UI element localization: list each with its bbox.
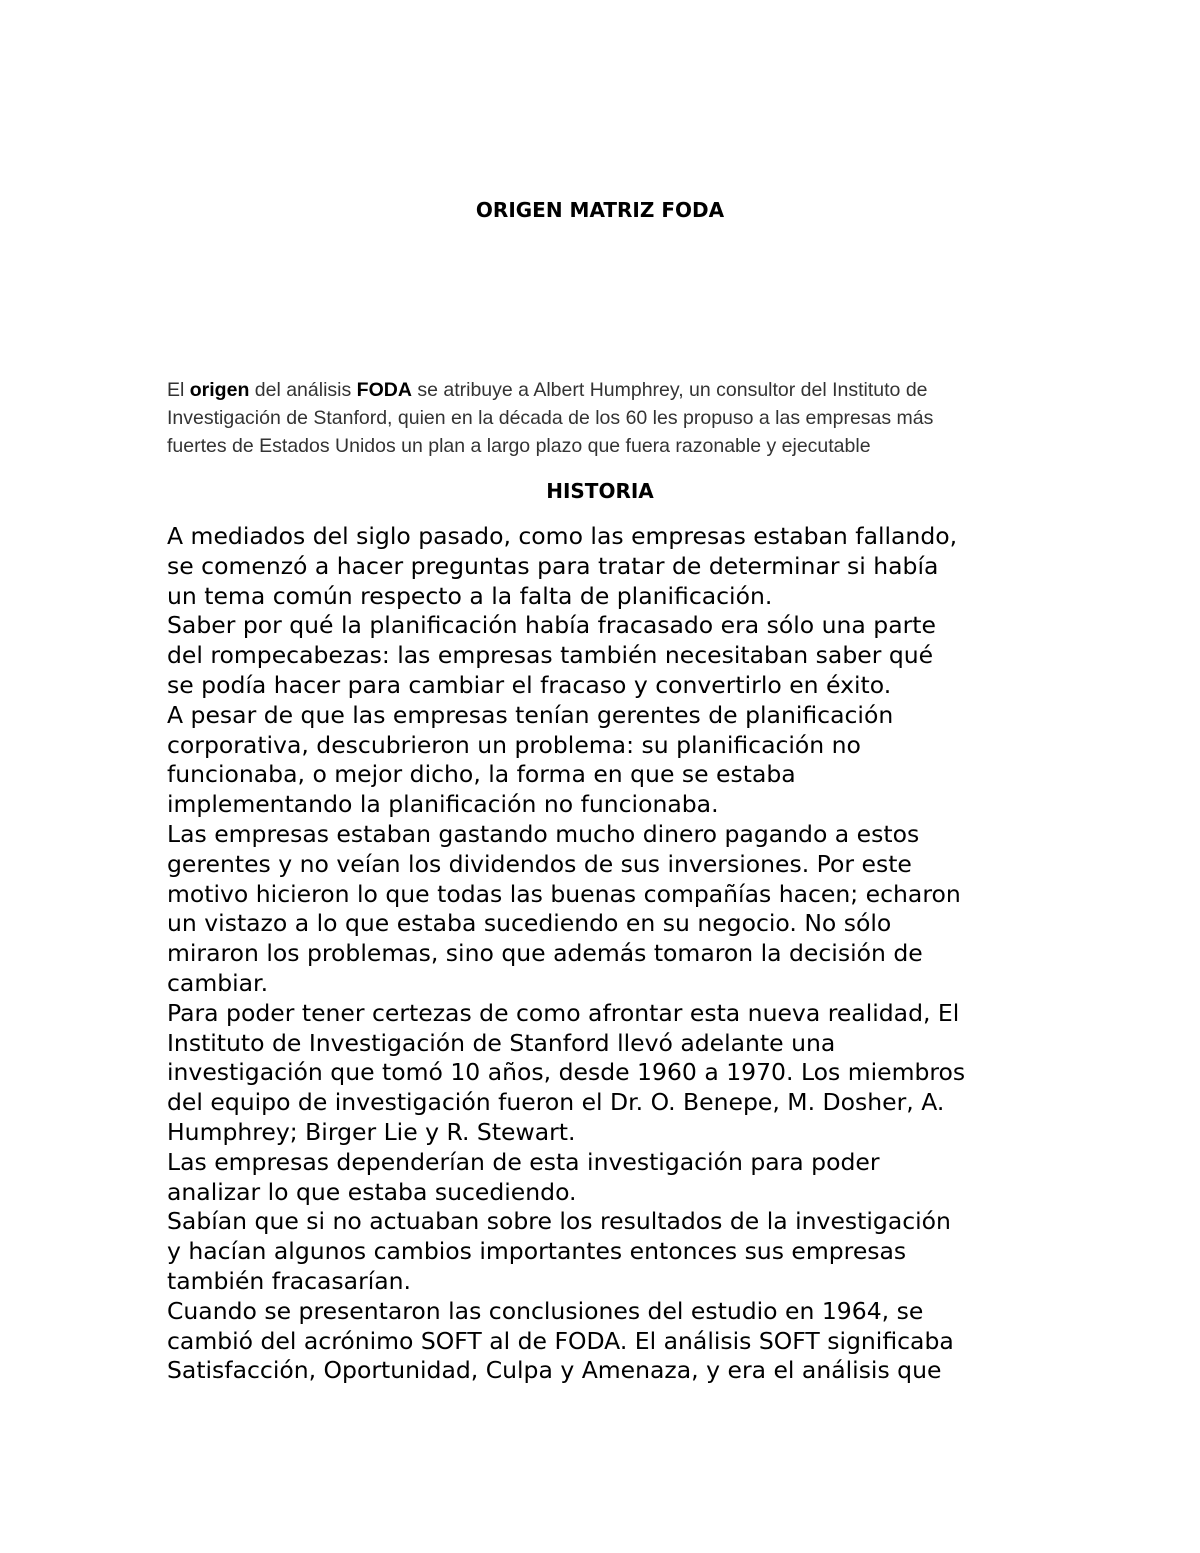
section-heading-historia: HISTORIA bbox=[546, 479, 654, 503]
history-text-line: analizar lo que estaba sucediendo. bbox=[167, 1177, 577, 1206]
history-text-line: Para poder tener certezas de como afrontar esta nueva realidad, El bbox=[167, 998, 960, 1027]
history-text-line: implementando la planificación no funcionaba. bbox=[167, 790, 719, 819]
document-title: ORIGEN MATRIZ FODA bbox=[475, 198, 725, 222]
history-text-line: Satisfacción, Oportunidad, Culpa y Amenaza, y era el análisis que bbox=[167, 1356, 942, 1385]
history-text-line: Saber por qué la planificación había fracasado era sólo una parte bbox=[167, 611, 936, 640]
history-text-line: cambiar. bbox=[167, 968, 269, 997]
history-text-line: del equipo de investigación fueron el Dr. O. Benepe, M. Dosher, A. bbox=[167, 1088, 945, 1117]
history-text-line: Instituto de Investigación de Stanford llevó adelante una bbox=[167, 1028, 836, 1057]
intro-prefix: El bbox=[167, 379, 190, 401]
intro-line3: fuertes de Estados Unidos un plan a largo plazo que fuera razonable y ejecutable bbox=[167, 435, 871, 457]
history-text-line: miraron los problemas, sino que además tomaron la decisión de bbox=[167, 939, 923, 968]
history-text-line: investigación que tomó 10 años, desde 1960 a 1970. Los miembros bbox=[167, 1058, 966, 1087]
history-text-line: se comenzó a hacer preguntas para tratar de determinar si había bbox=[167, 551, 939, 580]
history-text-line: del rompecabezas: las empresas también necesitaban saber qué bbox=[167, 641, 934, 670]
intro-line1-rest: se atribuye a Albert Humphrey, un consultor del Instituto de bbox=[411, 379, 928, 401]
history-text-line: A mediados del siglo pasado, como las empresas estaban fallando, bbox=[167, 522, 958, 550]
history-text-line: corporativa, descubrieron un problema: su planificación no bbox=[167, 730, 861, 759]
history-text-line: Las empresas dependerían de esta investigación para poder bbox=[167, 1147, 880, 1176]
intro-line2: Investigación de Stanford, quien en la década de los 60 les propuso a las empresas más bbox=[167, 407, 934, 429]
history-text-line: Humphrey; Birger Lie y R. Stewart. bbox=[167, 1117, 576, 1146]
history-text-line: un vistazo a lo que estaba sucediendo en su negocio. No sólo bbox=[167, 909, 892, 938]
history-text-line: Cuando se presentaron las conclusiones del estudio en 1964, se bbox=[167, 1296, 924, 1325]
intro-bold-origen: origen bbox=[189, 379, 250, 401]
history-text-line: Sabían que si no actuaban sobre los resultados de la investigación bbox=[167, 1207, 951, 1236]
intro-middle: del análisis bbox=[249, 379, 357, 401]
history-text-line: cambió del acrónimo SOFT al de FODA. El análisis SOFT significaba bbox=[167, 1326, 954, 1355]
intro-bold-foda: FODA bbox=[356, 379, 412, 401]
intro-paragraph bbox=[167, 376, 1047, 460]
history-text-line: gerentes y no veían los dividendos de sus inversiones. Por este bbox=[167, 849, 912, 878]
history-text-line: un tema común respecto a la falta de planificación. bbox=[167, 581, 773, 610]
history-text-line: motivo hicieron lo que todas las buenas compañías hacen; echaron bbox=[167, 879, 961, 908]
history-text-line: funcionaba, o mejor dicho, la forma en que se estaba bbox=[167, 760, 796, 789]
history-text-line: se podía hacer para cambiar el fracaso y convertirlo en éxito. bbox=[167, 670, 892, 699]
history-text-line: también fracasarían. bbox=[167, 1266, 412, 1295]
history-body bbox=[167, 522, 1067, 1386]
history-text-line: A pesar de que las empresas tenían gerentes de planificación bbox=[167, 700, 894, 729]
history-text-line: Las empresas estaban gastando mucho dinero pagando a estos bbox=[167, 819, 920, 848]
history-text-line: y hacían algunos cambios importantes entonces sus empresas bbox=[167, 1237, 907, 1266]
